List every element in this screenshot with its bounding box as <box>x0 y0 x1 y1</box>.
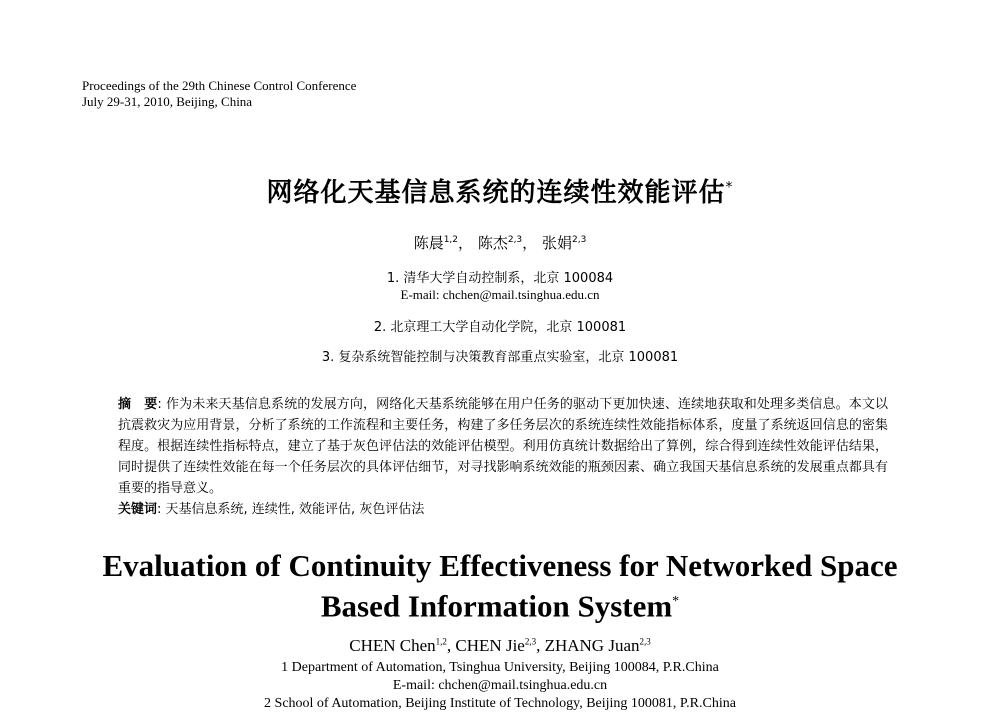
chinese-affiliation-1: 1. 清华大学自动控制系，北京 100084 <box>386 271 614 286</box>
english-authors <box>0 636 1000 656</box>
conference-header <box>82 78 356 110</box>
abstract-text: : 作为未来天基信息系统的发展方向，网络化天基系统能够在用户任务的驱动下更加快速、连续地获取和处理多类信息。本文以抗震救灾为应用背景，分析了系统的工作流程和主要任务，构建了多任务层次的系统连续性效能指标体系，度量了系统返回信息的密集程度。根据连续性指标特点，建立了基于灰色评估法的效能评估模型。利用仿真统计数据给出了算例，综合得到连续性效能评估结果，同时提供了连续性效能在每一个任务层次的具体评估细节，对寻找影响系统效能的瓶颈因素、确立我国天基信息系统的发展重点都具有重要的指导意义。 <box>118 397 888 496</box>
conference-name: Proceedings of the 29th Chinese Control Conference <box>82 78 357 93</box>
conference-date-location: July 29-31, 2010, Beijing, China <box>82 94 253 109</box>
author-separator: ， <box>522 234 538 252</box>
author-affiliation-mark: 2,3 <box>571 235 587 245</box>
english-title <box>0 548 1000 624</box>
english-affiliation-1: 1 Department of Automation, Tsinghua University, Beijing 100084, P.R.China <box>281 660 719 675</box>
author-name: 陈晨 <box>413 234 444 252</box>
author-name: 陈杰 <box>477 234 508 252</box>
english-title-line-2: Based Information System <box>320 588 673 624</box>
english-title-line-1: Evaluation of Continuity Effectiveness for Networked Space <box>102 548 898 583</box>
chinese-title-text: 网络化天基信息系统的连续性效能评估 <box>266 178 726 208</box>
english-affiliation-2: 2 School of Automation, Beijing Institute of Technology, Beijing 100081, P.R.China <box>264 696 736 711</box>
abstract-label: 摘 要 <box>118 397 158 412</box>
keywords-text: : 天基信息系统, 连续性, 效能评估, 灰色评估法 <box>157 502 425 517</box>
author-affiliation-mark: 1,2 <box>443 235 459 245</box>
author-name: 张娟 <box>541 234 572 252</box>
english-title-footnote-mark: * <box>672 594 680 609</box>
author-separator: ， <box>458 234 474 252</box>
author-name: CHEN Jie <box>455 636 525 655</box>
chinese-authors <box>0 232 1000 253</box>
author-affiliation-mark: 2,3 <box>524 636 537 647</box>
author-separator: , <box>446 636 456 655</box>
english-affiliation-email: E-mail: chchen@mail.tsinghua.edu.cn <box>392 678 608 693</box>
chinese-title-footnote-mark: * <box>725 179 734 196</box>
author-separator: , <box>536 636 545 655</box>
author-name: CHEN Chen <box>349 636 436 655</box>
chinese-affiliation-2: 2. 北京理工大学自动化学院，北京 100081 <box>373 320 627 335</box>
chinese-keywords <box>118 498 424 517</box>
chinese-title <box>0 172 1000 209</box>
author-affiliation-mark: 2,3 <box>507 235 523 245</box>
author-affiliation-mark: 1,2 <box>435 636 447 647</box>
chinese-affiliation-3: 3. 复杂系统智能控制与决策教育部重点实验室，北京 100081 <box>321 350 679 365</box>
author-name: ZHANG Juan <box>544 636 640 655</box>
keywords-label: 关键词 <box>118 502 158 517</box>
author-affiliation-mark: 2,3 <box>639 636 651 647</box>
chinese-abstract <box>118 394 888 499</box>
chinese-affiliation-email: E-mail: chchen@mail.tsinghua.edu.cn <box>400 287 600 302</box>
